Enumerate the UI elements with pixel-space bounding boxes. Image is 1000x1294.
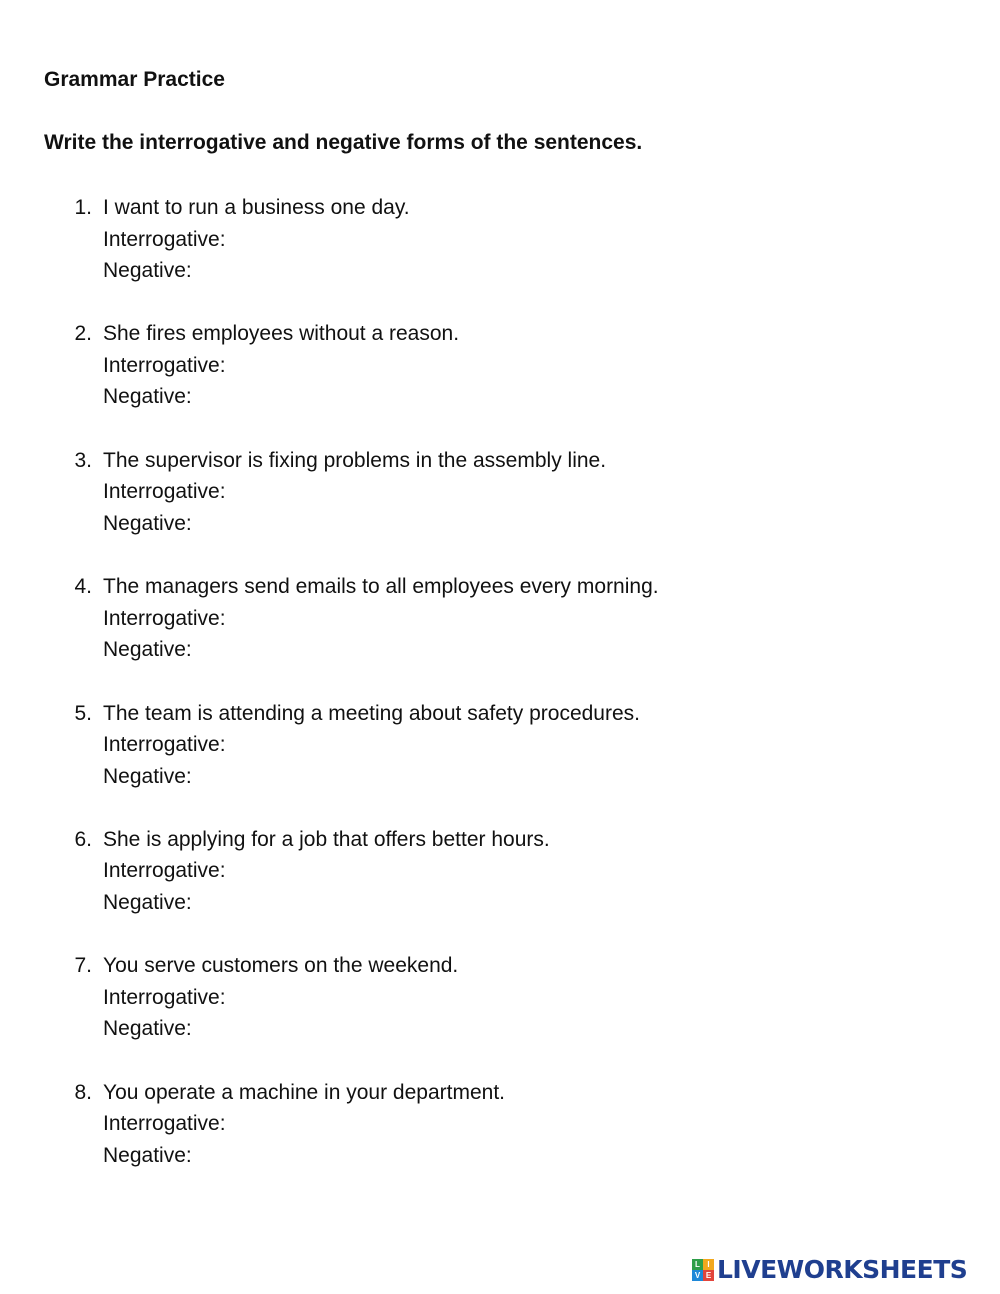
item-sentence: You operate a machine in your department. (103, 1080, 505, 1104)
exercise-item (0, 192, 1000, 318)
logo-mark-tile: V (692, 1270, 703, 1281)
negative-label: Negative: (103, 1143, 192, 1167)
item-number: 7. (74, 954, 92, 978)
exercise-item (0, 698, 1000, 824)
negative-label: Negative: (103, 1017, 192, 1041)
liveworksheets-logo-icon (692, 1259, 714, 1281)
negative-label: Negative: (103, 764, 192, 788)
exercise-list (0, 192, 1000, 1203)
logo-mark-tile: L (692, 1259, 703, 1270)
liveworksheets-logo (692, 1256, 967, 1284)
logo-mark-tile: E (703, 1270, 714, 1281)
item-sentence: The team is attending a meeting about safety procedures. (103, 701, 640, 725)
interrogative-label: Interrogative: (103, 985, 226, 1009)
exercise-item (0, 824, 1000, 950)
item-number: 3. (74, 448, 92, 472)
instructions: Write the interrogative and negative forms of the sentences. (44, 131, 643, 154)
item-number: 4. (74, 575, 92, 599)
logo-mark-tile: I (703, 1259, 714, 1270)
interrogative-label: Interrogative: (103, 733, 226, 757)
item-number: 1. (74, 196, 92, 219)
interrogative-label: Interrogative: (103, 859, 226, 883)
negative-label: Negative: (103, 385, 192, 409)
exercise-item (0, 571, 1000, 697)
negative-label: Negative: (103, 511, 192, 535)
item-sentence: She is applying for a job that offers better hours. (103, 827, 550, 851)
interrogative-label: Interrogative: (103, 480, 226, 504)
negative-label: Negative: (103, 638, 192, 662)
negative-label: Negative: (103, 890, 192, 914)
item-sentence: She fires employees without a reason. (103, 322, 460, 346)
exercise-item (0, 950, 1000, 1076)
interrogative-label: Interrogative: (103, 353, 226, 377)
exercise-item (0, 318, 1000, 444)
logo-wordmark: LIVEWORKSHEETS (717, 1255, 968, 1284)
item-number: 2. (74, 322, 92, 346)
item-number: 6. (74, 827, 92, 851)
item-sentence: You serve customers on the weekend. (103, 954, 459, 978)
item-number: 8. (74, 1080, 92, 1104)
negative-label: Negative: (103, 259, 192, 282)
item-sentence: The supervisor is fixing problems in the assembly line. (103, 448, 607, 472)
item-sentence: I want to run a business one day. (103, 196, 410, 219)
interrogative-label: Interrogative: (103, 606, 226, 630)
exercise-item (0, 445, 1000, 571)
interrogative-label: Interrogative: (103, 227, 226, 251)
item-number: 5. (74, 701, 92, 725)
item-sentence: The managers send emails to all employees every morning. (103, 575, 659, 599)
interrogative-label: Interrogative: (103, 1112, 226, 1136)
exercise-item (0, 1077, 1000, 1203)
page-title: Grammar Practice (44, 68, 225, 91)
